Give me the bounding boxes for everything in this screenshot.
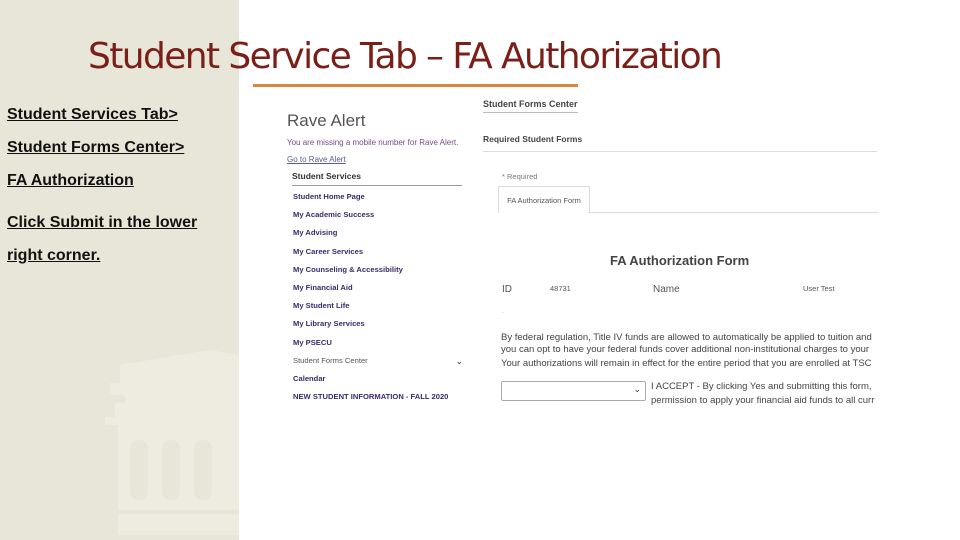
chevron-down-icon: ⌄ [455,355,463,366]
forms-center-screenshot [480,95,880,415]
instruction-step-4: Click Submit in the lower [7,214,198,231]
form-title: FA Authorization Form [610,253,750,268]
federal-regulation-line-1: By federal regulation, Title IV funds are allowed to automatically be applied to tuition and [501,332,872,343]
nav-item-psecu[interactable]: My PSECU [293,337,332,347]
nav-item-new-student-info[interactable]: NEW STUDENT INFORMATION - FALL 2020 [293,392,449,402]
required-forms-rule [483,151,877,152]
tab-strip-rule [588,212,878,213]
nav-item-student-forms-center-label: Student Forms Center [293,355,368,365]
forms-center-title-rule [483,112,578,113]
authorization-select[interactable] [501,381,646,401]
instruction-step-1: Student Services Tab> [7,106,178,123]
forms-center-title: Student Forms Center [483,99,578,109]
instruction-step-4-cont: right corner. [7,247,101,264]
accept-line-1: I ACCEPT - By clicking Yes and submitting this form, [651,381,872,392]
id-value: 48731 [550,284,571,293]
nav-item-student-home[interactable]: Student Home Page [293,192,365,201]
student-services-header: Student Services [292,171,462,186]
authorization-period-text: Your authorizations will remain in effect for the entire period that you are enrolled at TSC [501,358,872,369]
instruction-step-2: Student Forms Center> [7,139,185,156]
nav-item-calendar[interactable]: Calendar [293,373,326,383]
building-watermark-icon [100,345,239,535]
nav-item-academic-success[interactable]: My Academic Success [293,210,375,220]
instructions [7,98,235,272]
name-label: Name [653,284,680,295]
accept-text [651,380,879,407]
nav-item-counseling[interactable]: My Counseling & Accessibility [293,264,403,274]
federal-regulation-line-2: you can opt to have your federal funds cover additional non-institutional charges to your [501,344,870,355]
name-value: User Test [803,284,835,293]
student-services-nav [293,190,465,408]
field-marker: . [502,308,504,315]
id-label: ID [502,284,512,295]
student-services-screenshot [285,100,467,410]
federal-regulation-text [501,332,881,356]
nav-item-student-life[interactable]: My Student Life [293,301,350,311]
nav-item-financial-aid[interactable]: My Financial Aid [293,282,353,292]
rave-alert-message: You are missing a mobile number for Rave Alert. [287,138,459,147]
nav-item-student-forms-center[interactable] [293,354,465,372]
slide-title: Student Service Tab – FA Authorization [88,36,722,77]
title-underline [253,84,578,87]
tab-fa-authorization-form[interactable]: FA Authorization Form [498,186,590,213]
rave-alert-title: Rave Alert [287,111,366,130]
nav-item-library-services[interactable]: My Library Services [293,319,365,329]
rave-alert-link[interactable]: Go to Rave Alert [287,155,346,164]
accept-line-2: permission to apply your financial aid funds to all curr [651,394,875,406]
instruction-step-3: FA Authorization [7,172,134,189]
required-note: * Required [502,172,538,181]
chevron-down-icon: ⌄ [633,384,641,394]
required-forms-heading: Required Student Forms [483,134,583,144]
nav-item-advising[interactable]: My Advising [293,228,338,238]
nav-item-career-services[interactable]: My Career Services [293,246,364,256]
